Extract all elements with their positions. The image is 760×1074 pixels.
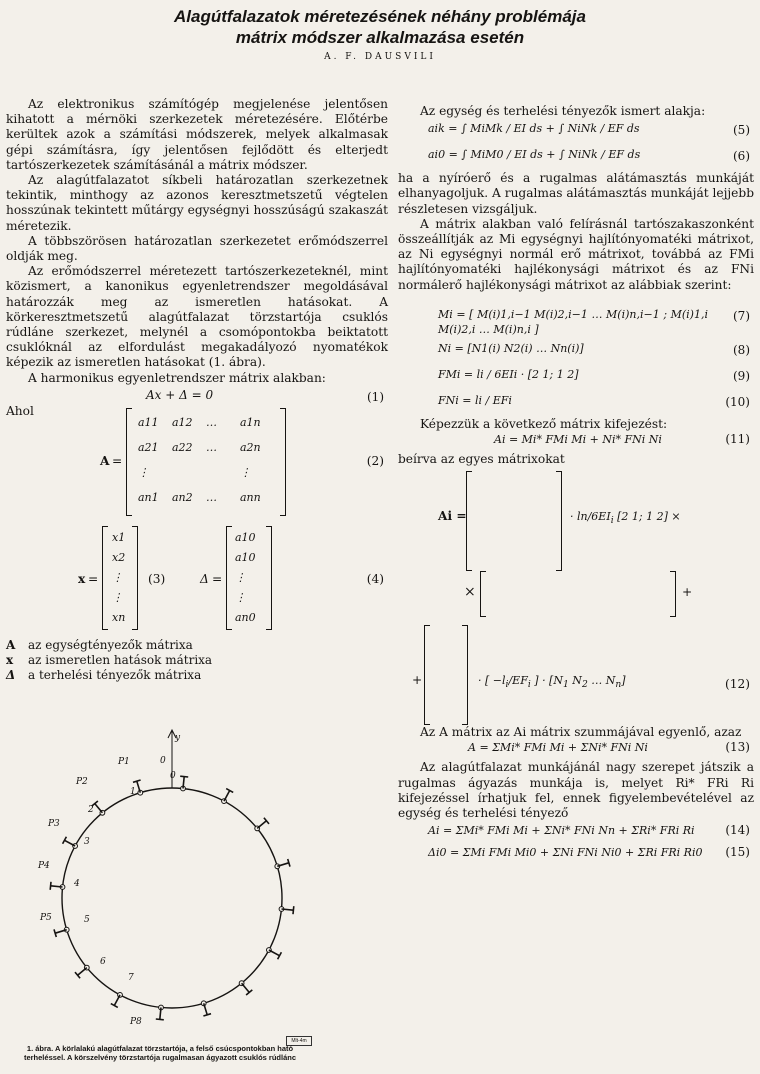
matrix-A-row [138, 460, 274, 485]
paragraph: Az A mátrix az Ai mátrix szummájával egyenlő, azaz [420, 725, 742, 740]
vector-x [102, 526, 138, 630]
load-label: P4 [38, 861, 50, 871]
paragraph: Az alagútfalazatot síkbeli határozatlan szerkezetnek tekintik, minthogy az azonos keresztmetszetű végtelen hosszúnak tekintett műtárgy egységnyi hosszúságú szakaszát méretezik. [6, 173, 388, 233]
author: A. F. DAUSVILI [324, 52, 436, 62]
matrix-A-row [138, 485, 274, 510]
axis-y-label: y [175, 733, 181, 743]
equation-13: A = ΣMi* FMi Mi + ΣNi* FNi Ni (13) [468, 740, 750, 755]
load-label: P8 [130, 1017, 142, 1027]
node-label: 0 [160, 756, 166, 766]
matrix-cell: a12 [172, 415, 193, 429]
vector-entry: a10 [235, 530, 256, 544]
load-label: P3 [48, 819, 60, 829]
equation-6: ai0 = ∫ MiM0 / EI ds + ∫ NiNk / EF ds (6) [428, 148, 750, 164]
node-label: 5 [84, 915, 90, 925]
equation-7: Mi = [ M(i)1,i−1 M(i)2,i−1 … M(i)n,i−1 ; M(i)1,i M(i)2,i … M(i)n,i ] (7) [438, 307, 750, 337]
vector-delta-label: Δ [200, 571, 209, 586]
legend-item: A az egységtényezők mátrixa [6, 637, 193, 652]
article-title [0, 6, 760, 48]
paragraph: ha a nyíróerő és a rugalmas alátámasztás munkáját elhanyagoljuk. A rugalmas alátámasztás munkáját lejjebb részletesen vizsgáljuk. [398, 171, 754, 216]
equation-9: FMi = li / 6EIi · [2 1; 1 2] (9) [438, 367, 750, 383]
matrix-cell: … [206, 490, 217, 504]
figure-ring-structure [20, 728, 320, 1040]
paragraph: Az egység és terhelési tényezők ismert alakja: [420, 104, 706, 118]
support-bar [50, 882, 51, 890]
matrix-cell: ⋮ [138, 465, 149, 479]
paragraph: Az elektronikus számítógép megjelenése jelentősen kihatott a mérnöki szerkezetek méretezésére. Előtérbe kerültek azok a számítási módszerek, melyek alkalmasak gépi számításra, így jelentősen fejlődött és elterjedt tartószerkezetek számításánál a mátrix módszer. [6, 97, 388, 172]
right-column [398, 104, 754, 865]
support-bar [156, 1019, 164, 1020]
load-label: P1 [118, 757, 130, 767]
matrix-A-row [138, 435, 274, 460]
spring-support [95, 804, 103, 813]
spring-support [78, 968, 87, 976]
paragraph: Az erőmódszerrel méretezett tartószerkezeteknél, mint közismert, a kanonikus egyenletrendszer megoldásával határozzák meg az ismeretlen hatásokat. A körkeresztmetszetű alagútfalazat törzstartója csuklós rúdláne szerkezet, melynél a csomópontokba beiktatott csuklóknál az elfordulást megakadályozó nyomatékok képezik az ismeretlen hatásokat (1. ábra). [6, 264, 388, 370]
matrix-cell: a1n [240, 415, 261, 429]
vector-entry: x1 [112, 530, 126, 544]
support-bar [293, 906, 294, 914]
vector-x-label: x [78, 571, 86, 586]
vector-entry: x2 [112, 550, 126, 564]
matrix-cell: a22 [172, 440, 193, 454]
node-label: 7 [128, 973, 134, 983]
matrix-cell: an2 [172, 490, 193, 504]
spring-support [257, 821, 266, 829]
support-bar [54, 929, 56, 937]
vector-entry: ⋮ [112, 570, 123, 584]
node-label: 4 [74, 879, 80, 889]
support-bar [133, 780, 141, 782]
matrix-cell: a21 [138, 440, 159, 454]
legend [6, 638, 388, 683]
vector-entry: an0 [235, 610, 256, 624]
paragraph: A harmonikus egyenletrendszer mátrix alakban: [28, 370, 326, 385]
node-label: 2 [88, 805, 94, 815]
vector-entry: ⋮ [235, 570, 246, 584]
vector-delta [226, 526, 272, 630]
legend-item: x az ismeretlen hatások mátrixa [6, 652, 213, 667]
title-line-1: Alagútfalazatok méretezésének néhány problémája [174, 7, 586, 26]
matrix-A [126, 408, 286, 516]
matrix-cell: a11 [138, 415, 159, 429]
equation-10: FNi = li / EFi (10) [438, 393, 750, 409]
equation-12: Ai = · $\ln/6EI_i$ [2 1; 1 2] × × + + · [ $-l_i/EF_i$ ] · [$N_1$ $N_2$ … $N_n$] (12) [398, 467, 754, 725]
ring-outline [62, 788, 282, 1008]
matrix-cell: a2n [240, 440, 261, 454]
legend-item: Δ a terhelési tényezők mátrixa [6, 667, 202, 682]
equation-3-4: x = x1 x2 ⋮ ⋮ xn (3) Δ = a10 a10 ⋮ ⋮ an0 (4) [6, 526, 388, 634]
title-line-2: mátrix módszer alkalmazása esetén [235, 28, 525, 47]
support-bar [180, 776, 188, 777]
spring-support [65, 840, 76, 846]
load-label: P2 [76, 777, 88, 787]
figure-caption: 1. ábra. A körlalakú alagútfalazat törzstartója, a felső csúcspontokban ható terheléssel. A körszelvény törzstartója rugalmasan ágyazott csuklós rúdlánc [23, 1044, 297, 1062]
spring-support [224, 791, 230, 802]
spring-support [114, 995, 120, 1006]
equation-5: aik = ∫ MiMk / EI ds + ∫ NiNk / EF ds (5) [428, 122, 750, 138]
matrix-cell: ⋮ [240, 465, 251, 479]
node-label: 1 [130, 787, 136, 797]
matrix-cell: … [206, 440, 217, 454]
matrix-cell: an1 [138, 490, 159, 504]
spring-support [269, 950, 280, 956]
matrix-A-row [138, 410, 274, 435]
matrix-cell: ann [240, 490, 261, 504]
vector-entry: ⋮ [112, 590, 123, 604]
equation-1: Ax + Δ = 0 (1) [146, 387, 384, 404]
paragraph: Az alagútfalazat munkájánál nagy szerepet játszik a rugalmas ágyazás munkája is, melyet Ri* FRi Ri kifejezéssel írhatjuk fel, ennek figyelembevételével az egység és terhelési tényező [398, 760, 754, 821]
node-label: 3 [84, 837, 90, 847]
support-bar [203, 1014, 211, 1016]
node-label: 0 [170, 771, 176, 781]
support-bar [288, 859, 290, 867]
figure-stamp: Mlt-4m [286, 1036, 312, 1046]
vector-entry: xn [112, 610, 126, 624]
node-label: 6 [100, 957, 106, 967]
paragraph: Képezzük a következő mátrix kifejezést: [420, 416, 668, 431]
matrix-A-label: A [100, 453, 110, 468]
equation-14: Ai = ΣMi* FMi Mi + ΣNi* FNi Nn + ΣRi* FRi Ri (14) [428, 823, 750, 838]
matrix-cell: … [206, 415, 217, 429]
left-column [6, 97, 388, 683]
equation-11: Ai = Mi* FMi Mi + Ni* FNi Ni (11) [494, 432, 750, 447]
equation-8: Ni = [N1(i) N2(i) … Nn(i)] (8) [438, 341, 750, 357]
ahol-label: Ahol [6, 403, 34, 418]
paragraph: beírva az egyes mátrixokat [398, 452, 565, 467]
paragraph: A többszörösen határozatlan szerkezetet erőmódszerrel oldják meg. [6, 233, 388, 264]
vector-entry: ⋮ [235, 590, 246, 604]
equation-2: Ahol A = a11 a12 … a1n a21 a22 … a2n ⋮ ⋮ an1 an2 … ann (2) [6, 404, 388, 522]
equation-15: Δi0 = ΣMi FMi Mi0 + ΣNi FNi Ni0 + ΣRi FRi Ri0 (15) [428, 845, 750, 860]
paragraph: A mátrix alakban való felírásnál tartószakaszonként összeállítják az Mi egységnyi hajlítónyomatéki mátrixot, az Ni egységnyi normál erő mátrixot, továbbá az FMi hajlítónyomatéki hajlékonysági mátrixot és az FNi normálerő hajlékonysági mátrixot az alábbiak szerint: [398, 216, 754, 292]
spring-support [242, 983, 250, 992]
load-label: P5 [40, 913, 52, 923]
vector-entry: a10 [235, 550, 256, 564]
